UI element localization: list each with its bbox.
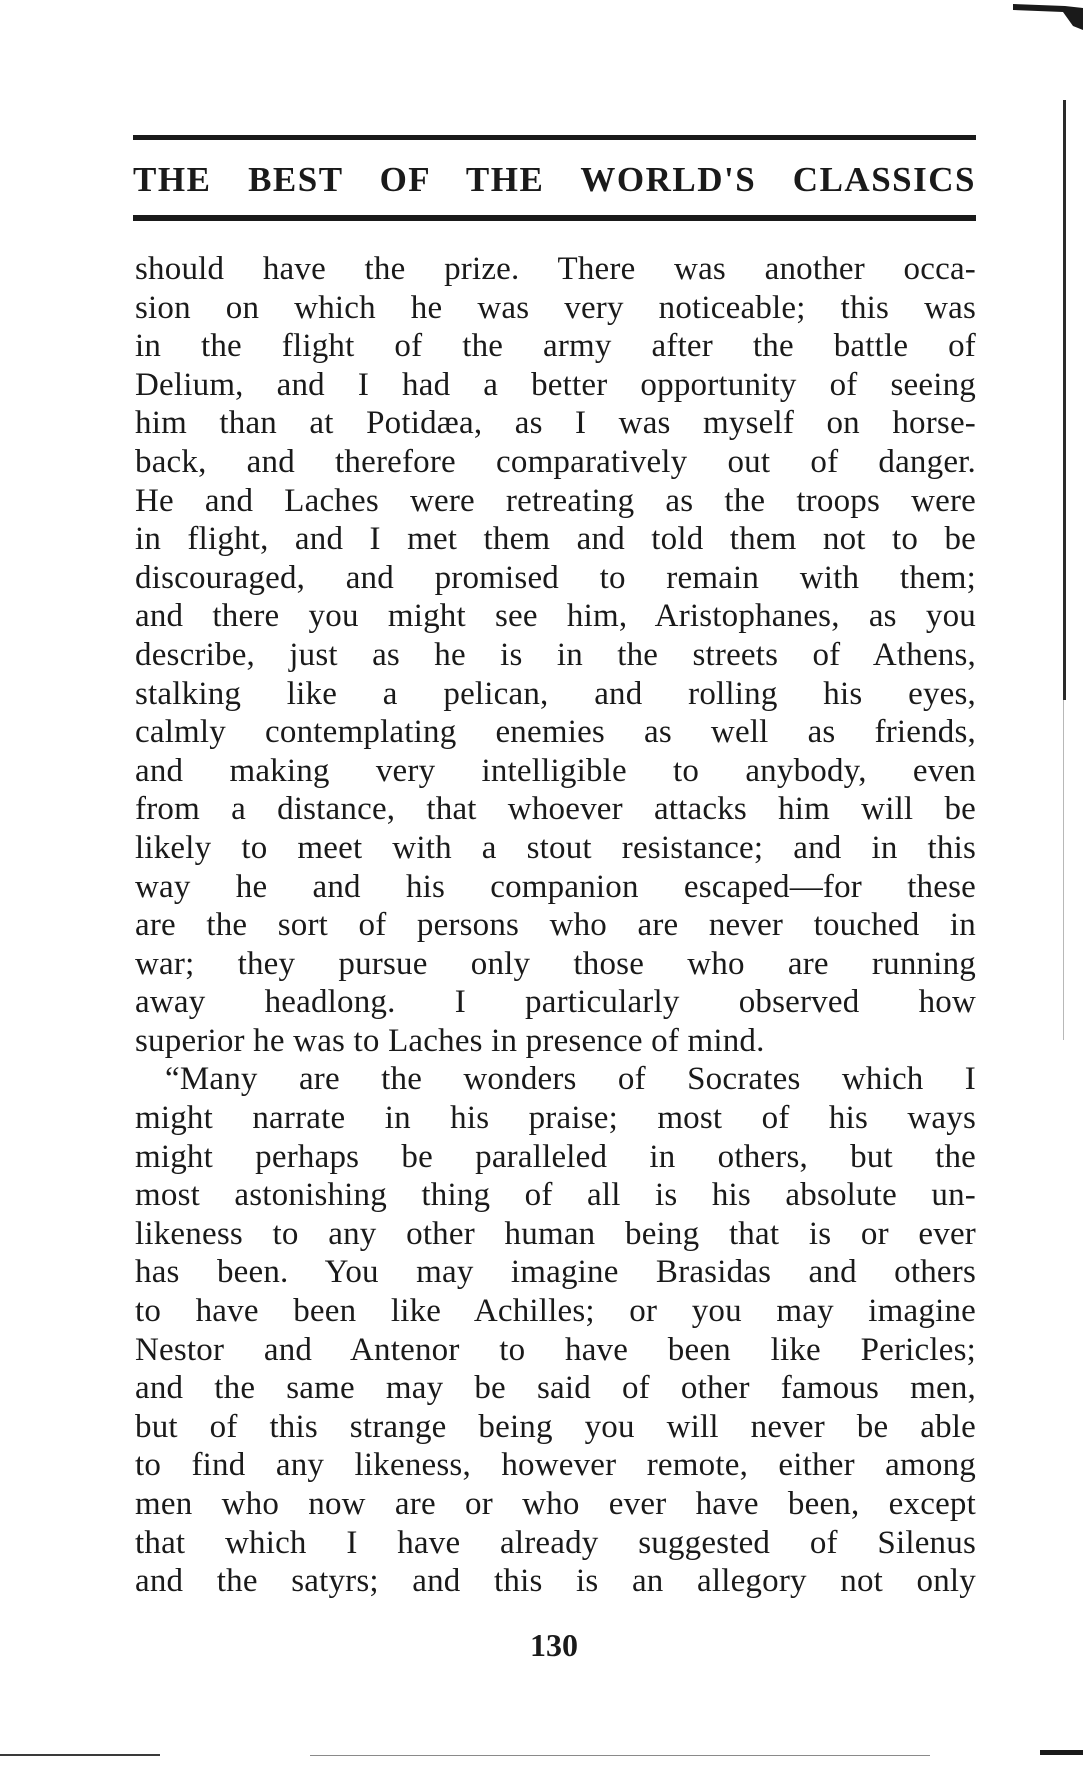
text-line: likely to meet with a stout resistance; and in this	[135, 829, 976, 866]
text-line: has been. You may imagine Brasidas and others	[135, 1254, 976, 1291]
text-line: likeness to any other human being that is or ever	[135, 1215, 976, 1252]
text-line: calmly contemplating enemies as well as friends,	[135, 714, 976, 751]
page-number: 130	[530, 1627, 578, 1663]
text-line: most astonishing thing of all is his absolute un-	[135, 1177, 976, 1214]
text-line: Delium, and I had a better opportunity of seeing	[135, 366, 976, 403]
text-line: might narrate in his praise; most of his ways	[135, 1100, 976, 1137]
scan-foot-line	[1040, 1750, 1083, 1755]
text-line: in the flight of the army after the battle of	[135, 328, 976, 365]
header-rule-top	[133, 135, 976, 140]
text-line: that which I have already suggested of Silenus	[135, 1524, 976, 1561]
text-line: superior he was to Laches in presence of mind.	[135, 1022, 765, 1059]
text-line: but of this strange being you will never be able	[135, 1408, 976, 1445]
text-line: him than at Potidæa, as I was myself on horse-	[135, 405, 976, 442]
text-line: and making very intelligible to anybody, even	[135, 752, 976, 789]
text-line: and the same may be said of other famous men,	[135, 1370, 976, 1407]
text-line: in flight, and I met them and told them not to be	[135, 521, 976, 558]
scan-edge-mark	[1063, 100, 1066, 700]
text-line: way he and his companion escaped—for these	[135, 868, 976, 905]
text-line: describe, just as he is in the streets of Athens,	[135, 636, 976, 673]
text-line: men who now are or who ever have been, except	[135, 1486, 976, 1522]
text-line: should have the prize. There was another occa-	[135, 251, 976, 287]
text-line: away headlong. I particularly observed how	[135, 984, 976, 1021]
scan-corner-mark	[1013, 0, 1083, 32]
text-line: might perhaps be paralleled in others, but the	[135, 1138, 976, 1175]
header-rule-bottom	[133, 215, 976, 221]
text-line: war; they pursue only those who are running	[135, 945, 976, 982]
text-line: back, and therefore comparatively out of danger.	[135, 443, 976, 480]
text-line: Nestor and Antenor to have been like Pericles;	[135, 1331, 976, 1368]
text-line: to find any likeness, however remote, either among	[135, 1447, 976, 1484]
text-line: and there you might see him, Aristophanes, as you	[135, 598, 976, 635]
text-line: stalking like a pelican, and rolling his eyes,	[135, 675, 976, 712]
text-line: sion on which he was very noticeable; this was	[135, 289, 976, 326]
text-line: “Many are the wonders of Socrates which I	[165, 1061, 976, 1098]
text-line: He and Laches were retreating as the troops were	[135, 482, 976, 519]
text-line: are the sort of persons who are never touched in	[135, 907, 976, 944]
scan-foot-line	[310, 1755, 930, 1756]
text-line: discouraged, and promised to remain with them;	[135, 559, 976, 596]
text-line: to have been like Achilles; or you may imagine	[135, 1293, 976, 1330]
body-text	[135, 250, 976, 1601]
scan-foot-line	[0, 1754, 160, 1756]
text-line: from a distance, that whoever attacks him will be	[135, 791, 976, 828]
text-line: and the satyrs; and this is an allegory not only	[135, 1563, 976, 1600]
scan-edge-mark-faint	[1063, 700, 1064, 1040]
running-head: THE BEST OF THE WORLD'S CLASSICS	[133, 160, 976, 199]
